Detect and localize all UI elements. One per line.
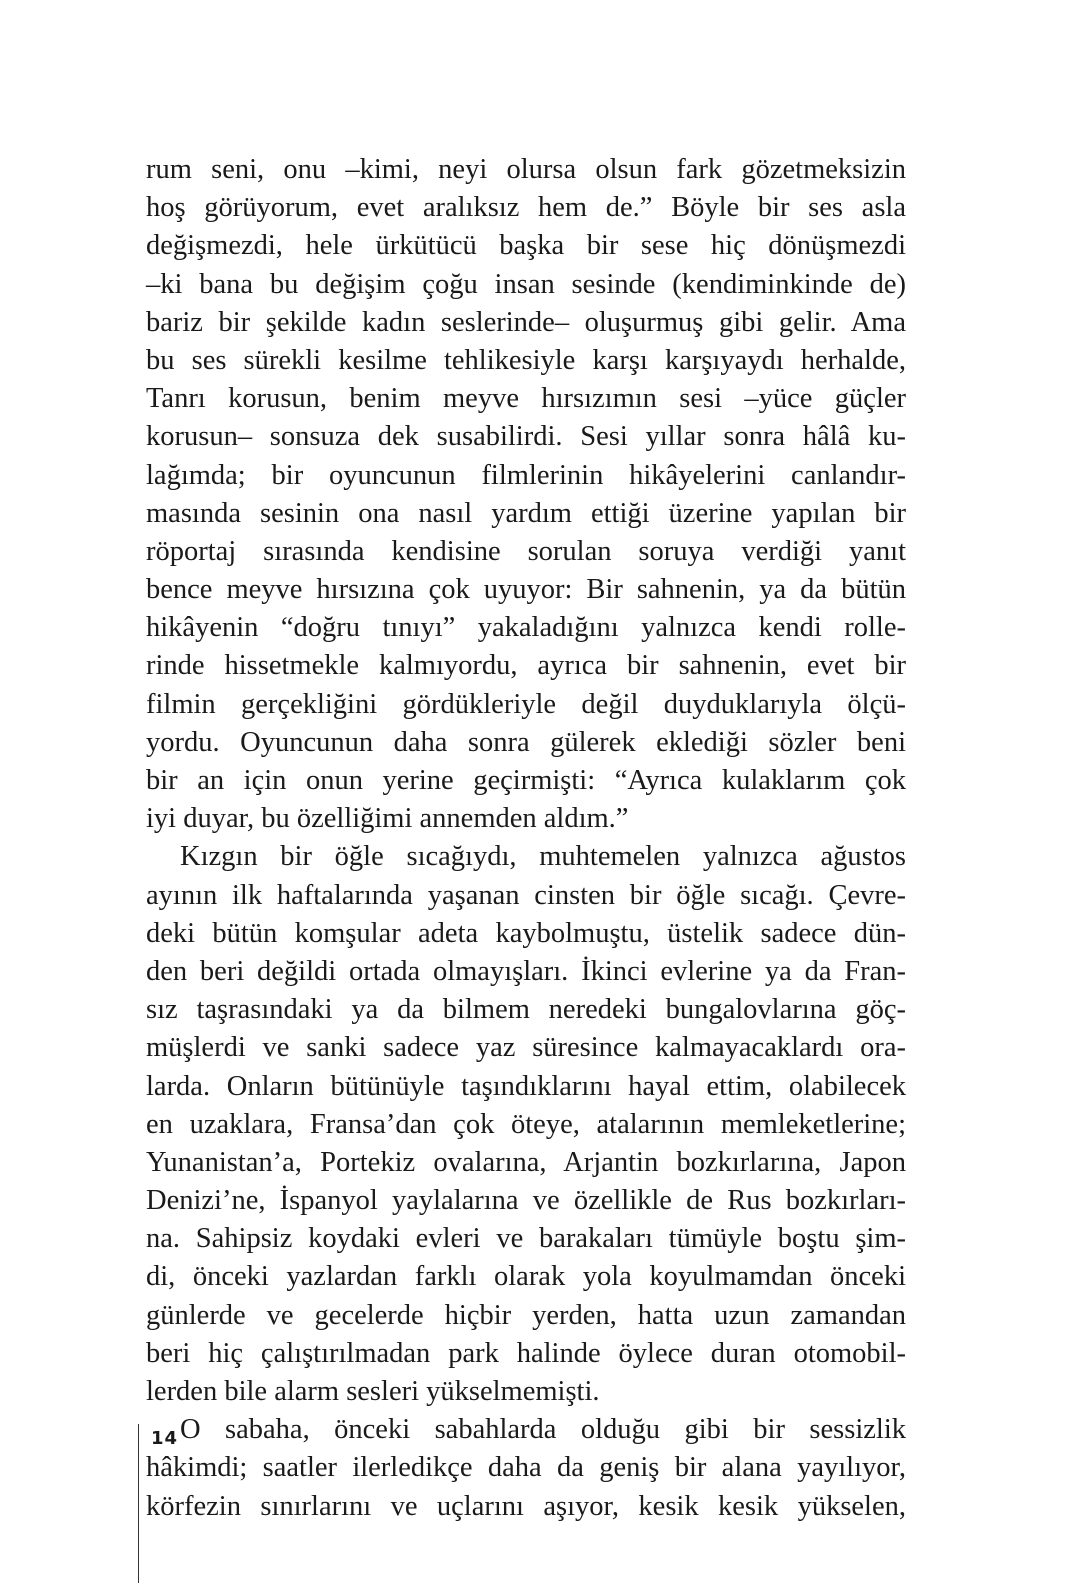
paragraph <box>146 838 906 1411</box>
text-line: yordu. Oyuncunun daha sonra gülerek eklediği sözler beni <box>146 726 906 758</box>
text-line: na. Sahipsiz koydaki evleri ve barakaları tümüyle boştu şim- <box>146 1223 906 1255</box>
text-line: müşlerdi ve sanki sadece yaz süresince kalmayacaklardı ora- <box>146 1032 906 1064</box>
page-number: 14 <box>151 1428 179 1449</box>
text-line: O sabaha, önceki sabahlarda olduğu gibi bir sessizlik <box>180 1414 906 1446</box>
text-line: hikâyenin “doğru tınıyı” yakaladığını yalnızca kendi rolle- <box>146 612 906 644</box>
text-line: iyi duyar, bu özelliğimi annemden aldım.” <box>146 803 629 835</box>
text-line: Kızgın bir öğle sıcağıydı, muhtemelen yalnızca ağustos <box>180 841 906 873</box>
text-line: di, önceki yazlardan farklı olarak yola koyulmamdan önceki <box>146 1261 906 1293</box>
text-line: korusun– sonsuza dek susabilirdi. Sesi yıllar sonra hâlâ ku- <box>146 421 906 453</box>
text-line: sız taşrasındaki ya da bilmem neredeki bungalovlarına göç- <box>146 994 906 1026</box>
text-line: röportaj sırasında kendisine sorulan soruya verdiği yanıt <box>146 535 906 567</box>
text-line: deki bütün komşular adeta kaybolmuştu, üstelik sadece dün- <box>146 917 906 949</box>
text-line: ayının ilk haftalarında yaşanan cinsten bir öğle sıcağı. Çevre- <box>146 879 906 911</box>
text-line: rum seni, onu –kimi, neyi olursa olsun fark gözetmeksizin <box>146 154 906 185</box>
text-line: bariz bir şekilde kadın seslerinde– oluşurmuş gibi gelir. Ama <box>146 306 906 338</box>
paragraph <box>146 151 906 838</box>
text-line: körfezin sınırlarını ve uçlarını aşıyor, kesik kesik yükselen, <box>146 1490 906 1522</box>
text-line: larda. Onların bütünüyle taşındıklarını hayal ettim, olabilecek <box>146 1070 906 1102</box>
text-line: filmin gerçekliğini gördükleriyle değil duyduklarıyla ölçü- <box>146 688 906 720</box>
text-line: masında sesinin ona nasıl yardım ettiği üzerine yapılan bir <box>146 497 906 529</box>
text-line: hâkimdi; saatler ilerledikçe daha da geniş bir alana yayılıyor, <box>146 1452 906 1484</box>
text-line: günlerde ve gecelerde hiçbir yerden, hatta uzun zamandan <box>146 1299 906 1331</box>
text-line: bu ses sürekli kesilme tehlikesiyle karşı karşıyaydı herhalde, <box>146 344 906 376</box>
text-line: den beri değildi ortada olmayışları. İkinci evlerine ya da Fran- <box>146 955 906 987</box>
text-line: beri hiç çalıştırılmadan park halinde öylece duran otomobil- <box>146 1337 906 1369</box>
text-line: hoş görüyorum, evet aralıksız hem de.” Böyle bir ses asla <box>146 192 906 224</box>
folio-rule <box>138 1424 139 1583</box>
paragraph <box>146 1411 906 1526</box>
text-line: Denizi’ne, İspanyol yaylalarına ve özellikle de Rus bozkırları- <box>146 1185 906 1217</box>
text-line: Yunanistan’a, Portekiz ovalarına, Arjantin bozkırlarına, Japon <box>146 1146 906 1178</box>
text-line: değişmezdi, hele ürkütücü başka bir sese hiç dönüşmezdi <box>146 230 906 262</box>
text-line: bir an için onun yerine geçirmişti: “Ayrıca kulaklarım çok <box>146 765 906 796</box>
text-line: bence meyve hırsızına çok uyuyor: Bir sahnenin, ya da bütün <box>146 574 906 606</box>
text-line: Tanrı korusun, benim meyve hırsızımın sesi –yüce güçler <box>146 383 906 415</box>
text-line: lağımda; bir oyuncunun filmlerinin hikâyelerini canlandır- <box>146 459 906 491</box>
text-line: en uzaklara, Fransa’dan çok öteye, atalarının memleketlerine; <box>146 1108 906 1140</box>
text-line: –ki bana bu değişim çoğu insan sesinde (kendiminkinde de) <box>146 268 906 300</box>
text-line: lerden bile alarm sesleri yükselmemişti. <box>146 1376 600 1407</box>
text-line: rinde hissetmekle kalmıyordu, ayrıca bir sahnenin, evet bir <box>146 650 906 682</box>
body-text <box>146 151 906 1526</box>
